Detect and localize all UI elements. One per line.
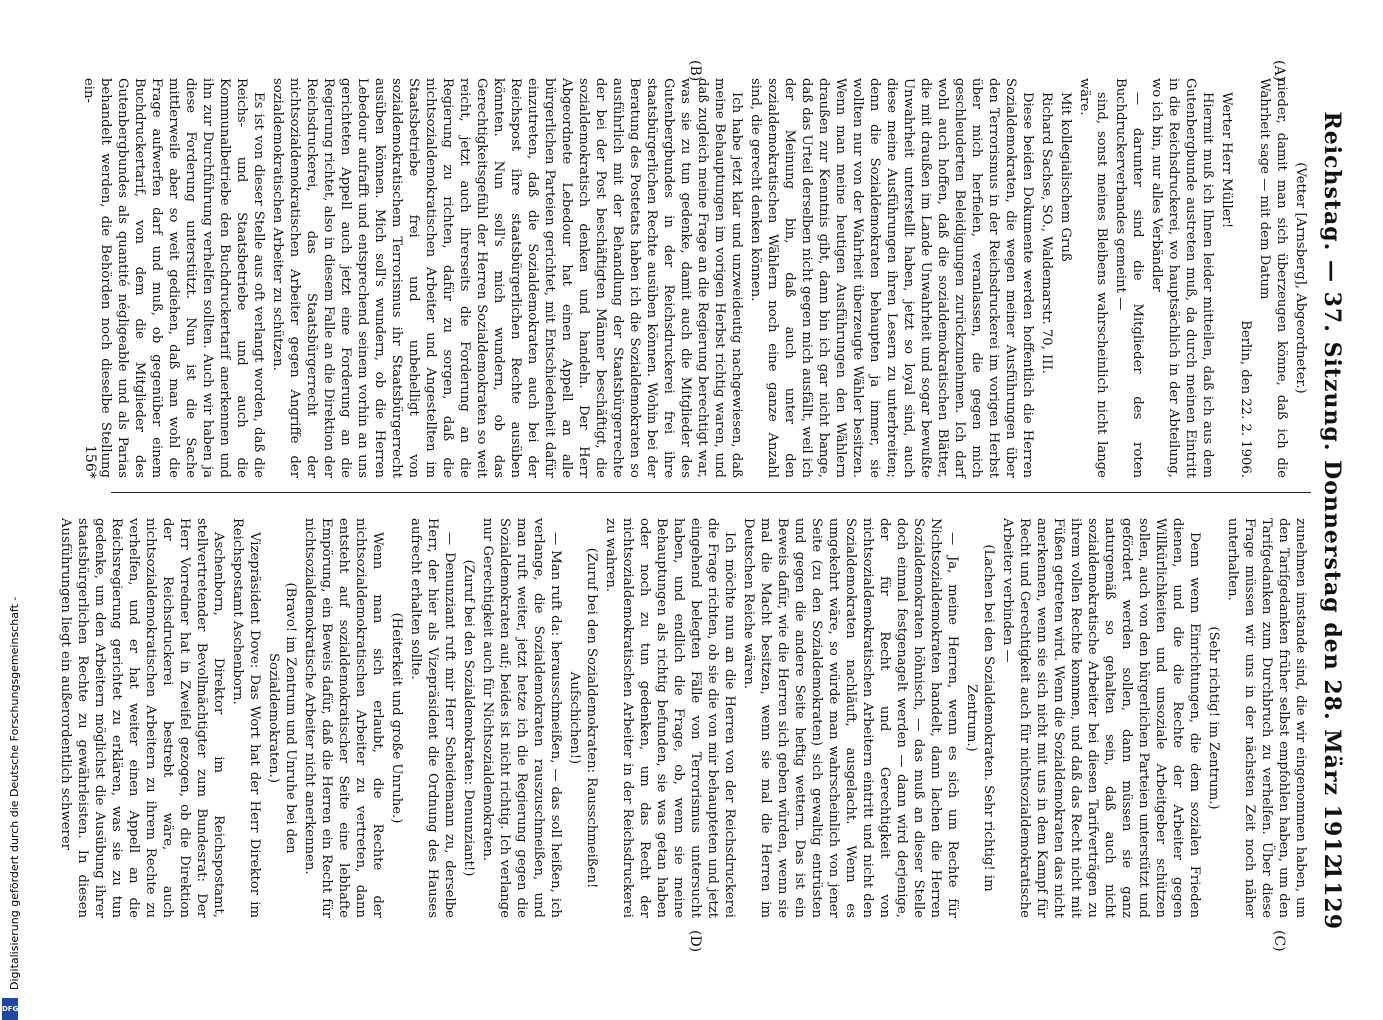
paragraph: Es ist von dieser Stelle aus oft verlangt worden, daß die Reichs- und Staatsbetriebe und auch die Kommunalbetriebe den Buchdruckertarif anerkennen und ihn zur Durchführung verhelfen sollten. Auch wir haben ja diese Forderung unterstützt. Nun ist die Sache mittlerweile aber so weit gediehen, daß man wohl die Frage aufwerfen darf und muß, ob gegenüber einem Buchdruckertarif, von dem die Mitglieder des Gutenbergbundes als quantité négligeable und als Parias behandelt werden, die Behörden noch dieselbe Stellung ein- [81,78,266,478]
interjection: (Lachen bei den Sozialdemokraten. Sehr richtig! im Zentrum.) [964,544,996,892]
paragraph: Aschenborn, Direktor im Reichspostamt, stellvertretender Bevollmächtigter zum Bundesrat: Der Herr Vorredner hat in Zweifel gezogen, ob die Direktion der Reichsdruckerei bestrebt wäre, auch nichtsozialdemokratischen Arbeitern zu ihrem Rechte zu verhelfen, und er hat weiter einen Appell an die Reichsregierung gerichtet zu erklären, was sie zu tun gedenke, um den Arbeitern möglichst die Ausübung ihrer staatsbürgerlichen Rechte zu gewährleisten. In diesen Ausführungen liegt ein außerordentlich schwerer [58,518,226,918]
interjection: (Bravo! im Zentrum und Unruhe bei den Sozialdemokraten.) [266,582,298,854]
paragraph: — Denunziant ruft mir Herr Scheidemann zu, derselbe Herr, der hier als Vizepräsident die Ordnung des Hauses aufrecht erhalten sollte. [408,518,457,918]
interjection: (Heiterkeit und große Unruhe.) [389,612,404,824]
letter-closing: Mit kollegialischem Gruß [1058,92,1073,262]
dfg-logo[interactable]: DFG [2,998,18,1020]
digitization-note: Digitalisierung gefördert durch die Deutsche Forschungsgemeinschaft - [8,596,21,990]
paragraph: zunehmen imstande sind, die wir eingenommen haben, um den Tarifgedanken früher selbst empfohlen haben, um den Tarifgedanken zum Durchbruch zu verhelfen. Über diese Frage müssen wir uns in der nächsten Zeit noch näher unterhalten. [1225,518,1308,918]
paragraph: Denn wenn Einrichtungen, die dem sozialen Frieden dienen, und die die Rechte der Arbeiter gegen Willkürlichkeiten und unsoziale Arbeitgeber schützen sollen, auch von den bürgerlichen Parteien unterstützt und gefördert werden sollen, dann müssen sie ganz naturgemäß so gehalten sein, daß auch nicht sozialdemokratische Arbeiter bei diesen Tarifverträgen zu ihrem vollen Rechte kommen, und daß das Recht nicht mit Füßen getreten wird. Wenn die Sozialdemokraten das nicht anerkennen, wenn sie sich nicht mit uns in dem Kampf für Recht und Gerechtigkeit auch für nichtsozialdemokratische Arbeiter verbinden — [1000,518,1202,918]
running-head [1315,60,1345,930]
sheet-number: 156* [82,445,98,479]
letter-body: sind, sonst meines Bleibens wahrscheinlich nicht lange wäre. [1077,78,1109,478]
interjection: (Zuruf bei den Sozialdemokraten: Denunziant!) [461,559,476,877]
paragraph: — Ja, meine Herren, wenn es sich um Rechte für Nichtsozialdemokraten handelt, dann lachen die Herren Sozialdemokraten höhnisch, — das muß an dieser Stelle doch einmal festgenagelt werden — dann wird derjenige, der für Recht und Gerechtigkeit von nichtsozialdemokratischen Arbeitern eintritt und nicht den Sozialdemokraten nachläuft, ausgelacht. Wenn es umgekehrt wäre, so würde man wahrscheinlich von jener Seite (zu den Sozialdemokraten) sich gewaltig entrüsten und gegen die andere Seite heftig wettern. Das ist ein Beweis dafür, wie die Herren sich geben würden, wenn sie mal die Macht besitzen, wenn sie mal die Herren im Deutschen Reiche wären. [741,518,960,918]
letter-signature: Richard Sachse, SO., Waldemarstr. 70, III. [1039,92,1054,374]
interjection: (Zuruf bei den Sozialdemokraten: Rausschmeißen! Aufschichen!) [567,547,599,889]
letter-salutation: Werter Herr Müller! [1219,92,1234,229]
inserted-remark: — darunter sind die Mitglieder des roten Buchdruckerverbandes gemeint — [1113,78,1145,478]
paragraph: Ich möchte nun an die Herren von der Reichsdruckerei die Frage richten, ob sie die von mir behaupteten und jetzt eingehend belegten Fälle von Terrorismus untersucht haben, und endlich die Frage, ob, wenn sie meine Behauptungen als richtig befunden, sie was getan haben oder noch zu tun gedenken, um das Recht der nichtsozialdemokratischen Arbeiter in der Reichsdruckerei zu wahren. [603,518,737,918]
paragraph: Diese beiden Dokumente werden hoffentlich die Herren Sozialdemokraten, die wegen meiner Ausführungen über den Terrorismus in der Reichsdruckerei im vorigen Herbst über mich herfielen, veranlassen, die gegen mich geschleuderten Beleidigungen zurückzunehmen. Ich darf wohl auch hoffen, daß die sozialdemokratischen Blätter, die mit draußen im Lande Unwahrheit und sogar bewußte Unwahrheit unterstellt haben, jetzt so loyal sind, auch diese meine Ausführungen ihren Lesern zu unterbreiten; denn die Sozialdemokraten behaupten ja immer, sie wollten nur von der Wahrheit überzeugte Wähler besitzen. Wenn man meine heutigen Ausführungen den Wählern draußen zur Kenntnis gibt, dann bin ich gar nicht bange, daß das Urteil derselben nicht gegen mich ausfällt, weil ich der Meinung bin, daß auch unter den sozialdemokratischen Wählern noch eine ganze Anzahl sind, die gerecht denken können. [748,78,1035,478]
paragraph: Wenn man sich erlaubt, die Rechte der nichtsozialdemokratischen Arbeiter zu vertreten, dann entsteht auf sozialdemokratischer Seite eine lebhafte Empörung, ein Beweis dafür, daß die Herren ein Recht für nichtsozialdemokratische Arbeiter nicht anerkennen. [302,518,385,918]
margin-letter-d: (D) [687,930,703,953]
paragraph: — Man ruft da: herausschmeißen, — das soll heißen, ich verlange, die Sozialdemokraten rauszuschmeißen, und man ruft weiter, jetzt hetze ich die Regierung gegen die Sozialdemokraten auf; beides ist nicht richtig. Ich verlange nur Gerechtigkeit auch für Nichtsozialdemokraten. [480,518,563,918]
speaker-announcement: Vizepräsident Dove: Das Wort hat der Herr Direktor im Reichspostamt Aschenborn. [230,518,262,918]
page-title: Reichstag. — 37. Sitzung. Donnerstag den 28. März 1912. [1319,111,1345,879]
page-number: 1129 [1319,864,1345,930]
speaker-tag: (Vetter [Arnsberg], Abgeordneter.) [1293,162,1308,394]
column-divider [111,492,1311,493]
paragraph: Ich habe jetzt klar und unzweideutig nachgewiesen, daß meine Behauptungen im vorigen Herbst richtig waren, und daß zugleich meine Frage an die Regierung berechtigt war, was sie zu tun gedenke, damit auch die Mitglieder des Gutenbergbundes in der Reichsdruckerei frei ihre staatsbürgerlichen Rechte ausüben können. Wohin bei der Beratung des Postetats haben ich die Sozialdemokraten so ausführlich mit der Behandlung der Staatsbürgerrechte der bei der Post beschäftigten Männer beschäftigt, die sozialdemokratisch denken und handeln. Der Herr Abgeordnete Lebedour hat einen Appell an alle bürgerlichen Parteien gerichtet, mit Entschiedenheit dafür einzutreten, daß die Sozialdemokraten auch bei der Reichspost ihre staatsbürgerlichen Rechte ausüben könnten. Nun soll's mich wundern, ob das Gerechtigkeitsgefühl der Herren Sozialdemokraten so weit reicht, jetzt auch ihrerseits die Forderung an die Regierung zu richten, dafür zu sorgen, daß die nichtsozialdemokratischen Arbeiter und Angestellten im Staatsbetriebe frei und unbehelligt von sozialdemokratischem Terrorismus ihr Staatsbürgerrecht ausüben können. Mich soll's wundern, ob die Herren Lebedour aufrafft und entsprechend seinem vorhin an uns gerichteten Appell auch jetzt eine Forderung an die Regierung richtet, also in diesem Falle an die Direktion der Reichsdruckerei, das Staatsbürgerrecht der nichtsozialdemokratischen Arbeiter gegen Angriffe der sozialdemokratischen Arbeiter zu schützen. [270,78,744,478]
interjection: (Sehr richtig! im Zentrum.) [1206,626,1221,810]
paragraph: nieder, damit man sich überzeugen könne, daß ich die Wahrheit sage — mit dem Datum [1257,78,1289,478]
letter-body: Hiermit muß ich Ihnen leider mitteilen, daß ich aus dem Gutenbergbunde austreten muß, da durch meinen Eintritt in die Reichsdruckerei, wo hauptsächlich in der Abteilung, wo ich bin, nur alles Verbändler [1149,78,1215,478]
letter-dateline: Berlin, den 22. 2. 1906. [1238,320,1253,478]
right-column [58,518,1309,918]
margin-letter-a: (A) [1271,60,1287,82]
margin-letter-c: (C) [1271,930,1287,952]
margin-letter-b: (B) [687,60,703,82]
